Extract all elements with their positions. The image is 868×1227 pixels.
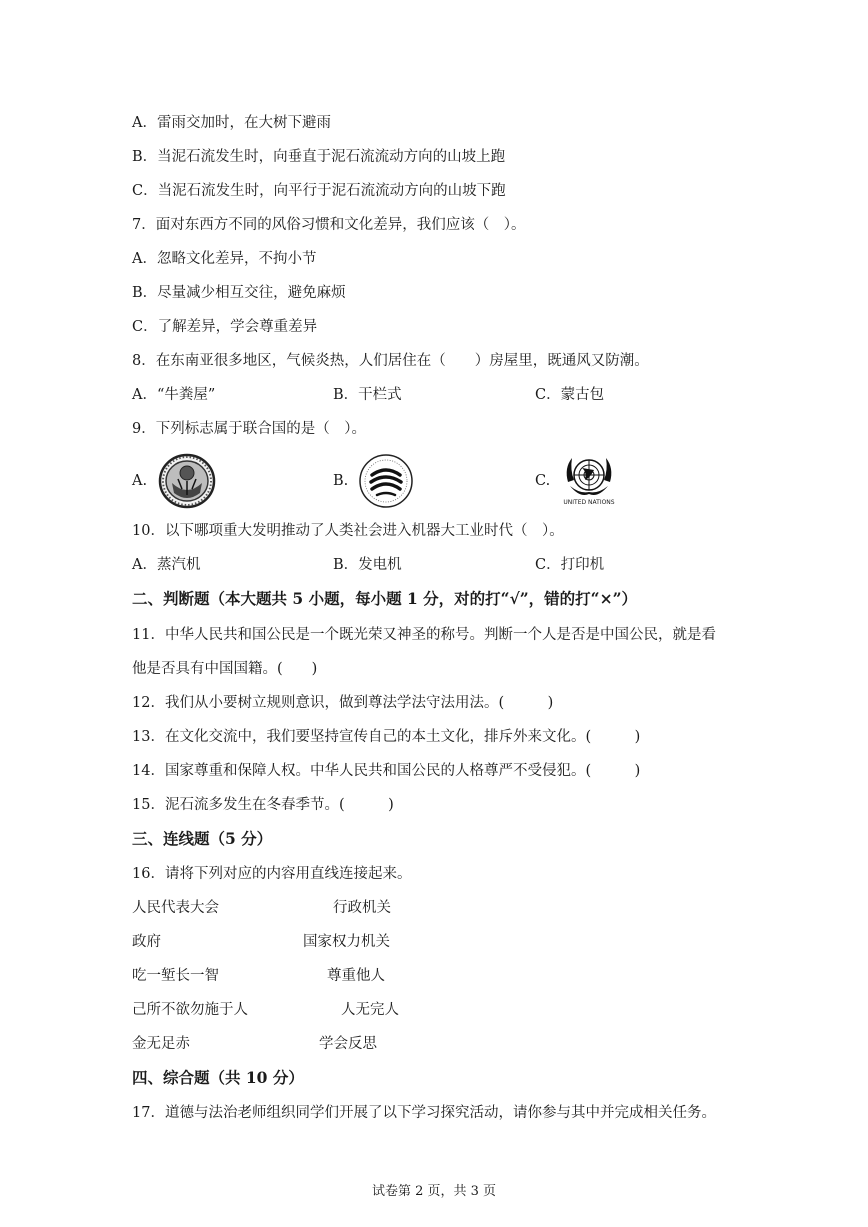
q8-stem: 8．在东南亚很多地区，气候炎热，人们居住在（ ）房屋里，既通风又防潮。: [132, 353, 649, 369]
q8-option-c: C．蒙古包: [535, 387, 605, 403]
q15: 15．泥石流多发生在冬春季节。( ): [132, 797, 394, 813]
wto-logo-icon: [357, 453, 415, 509]
seal-emblem-icon: [158, 453, 216, 509]
q9-label-c: C.: [535, 473, 551, 489]
q11-line2: 他是否具有中国国籍。( ): [132, 661, 318, 677]
match-right-4: 人无完人: [341, 1002, 399, 1018]
un-emblem-icon: [560, 452, 618, 500]
section3-heading: 三、连线题（5 分）: [132, 829, 273, 848]
match-left-2: 政府: [132, 934, 161, 950]
united-nations-logo: [560, 452, 618, 510]
q6-option-c: C．当泥石流发生时，向平行于泥石流流动方向的山坡下跑: [132, 183, 506, 199]
q17-stem: 17．道德与法治老师组织同学们开展了以下学习探究活动，请你参与其中并完成相关任务。: [132, 1105, 716, 1121]
match-left-1: 人民代表大会: [132, 900, 219, 916]
q10-option-b: B．发电机: [333, 557, 402, 573]
q10-stem: 10．以下哪项重大发明推动了人类社会进入机器大工业时代（ ）。: [132, 523, 564, 539]
match-right-3: 尊重他人: [327, 968, 385, 984]
section2-heading: 二、判断题（本大题共 5 小题，每小题 1 分，对的打“√”，错的打“×”）: [132, 589, 637, 608]
match-right-1: 行政机关: [333, 900, 391, 916]
q9-stem: 9．下列标志属于联合国的是（ ）。: [132, 421, 366, 437]
q6-option-a: A．雷雨交加时，在大树下避雨: [132, 115, 331, 131]
section4-heading: 四、综合题（共 10 分）: [132, 1068, 304, 1087]
q13: 13．在文化交流中，我们要坚持宣传自己的本土文化，排斥外来文化。( ): [132, 729, 641, 745]
match-left-4: 己所不欲勿施于人: [132, 1002, 248, 1018]
q10-option-a: A．蒸汽机: [132, 557, 201, 573]
q10-option-c: C．打印机: [535, 557, 605, 573]
match-left-5: 金无足赤: [132, 1036, 190, 1052]
q7-stem: 7．面对东西方不同的风俗习惯和文化差异，我们应该（ ）。: [132, 217, 526, 233]
q11-line1: 11．中华人民共和国公民是一个既光荣又神圣的称号。判断一个人是否是中国公民，就是看: [132, 627, 716, 643]
q9-label-b: B.: [333, 473, 349, 489]
q6-option-b: B．当泥石流发生时，向垂直于泥石流流动方向的山坡上跑: [132, 149, 506, 165]
match-right-5: 学会反思: [319, 1036, 377, 1052]
q8-option-b: B．干栏式: [333, 387, 402, 403]
q7-option-a: A．忽略文化差异，不拘小节: [132, 251, 317, 267]
q7-option-b: B．尽量减少相互交往，避免麻烦: [132, 285, 346, 301]
match-right-2: 国家权力机关: [303, 934, 390, 950]
match-left-3: 吃一堑长一智: [132, 968, 219, 984]
q9-label-a: A.: [132, 473, 148, 489]
q16-stem: 16．请将下列对应的内容用直线连接起来。: [132, 866, 412, 882]
q12: 12．我们从小要树立规则意识，做到尊法学法守法用法。( ): [132, 695, 554, 711]
page-footer: 试卷第 2 页，共 3 页: [371, 1184, 497, 1199]
q7-option-c: C．了解差异，学会尊重差异: [132, 319, 318, 335]
q8-option-a: A．“牛粪屋”: [132, 387, 216, 403]
q14: 14．国家尊重和保障人权。中华人民共和国公民的人格尊严不受侵犯。( ): [132, 763, 641, 779]
un-caption: UNITED NATIONS: [563, 499, 615, 506]
